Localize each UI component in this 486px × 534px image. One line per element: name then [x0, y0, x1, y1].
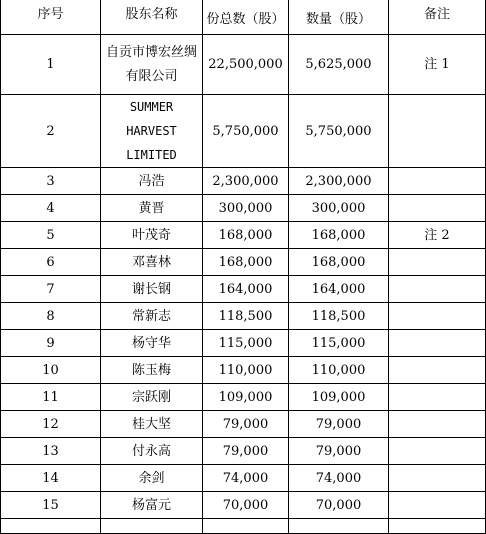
- header-shares: 份总数（股）: [203, 0, 289, 35]
- table-row: [1, 195, 486, 222]
- cell-shares: 79,000: [203, 438, 289, 465]
- table-row: [1, 438, 486, 465]
- cell-shares: 168,000: [203, 222, 289, 249]
- cell-note: [389, 492, 486, 519]
- table-row: [1, 222, 486, 249]
- cell-name: 杨守华: [101, 330, 203, 357]
- cell-name: 叶茂奇: [101, 222, 203, 249]
- cell-name: 付永高: [101, 438, 203, 465]
- cell-no: 7: [1, 276, 101, 303]
- cell-note: [389, 276, 486, 303]
- cell-qty: 110,000: [289, 357, 389, 384]
- table-row: [1, 95, 486, 168]
- cell-note: [389, 168, 486, 195]
- cell-no: 13: [1, 438, 101, 465]
- table-row: [1, 411, 486, 438]
- header-no: 序号: [1, 0, 101, 35]
- cell-note: [389, 357, 486, 384]
- cell-qty: 168,000: [289, 249, 389, 276]
- table-row: [1, 168, 486, 195]
- cell-name: 谢长钢: [101, 276, 203, 303]
- cell-shares: 2,300,000: [203, 168, 289, 195]
- cell-note: [389, 465, 486, 492]
- cell-shares: 168,000: [203, 249, 289, 276]
- cell-no: 6: [1, 249, 101, 276]
- cell-note: [389, 195, 486, 222]
- cell-qty: 70,000: [289, 492, 389, 519]
- table-row: [1, 492, 486, 519]
- cell-shares: 109,000: [203, 384, 289, 411]
- cell-name: 自贡市博宏丝绸有限公司: [101, 35, 203, 95]
- cell-shares: 70,000: [203, 492, 289, 519]
- cell-shares: 74,000: [203, 465, 289, 492]
- cell-shares: 5,750,000: [203, 95, 289, 168]
- cell-no: 12: [1, 411, 101, 438]
- cell-no: 4: [1, 195, 101, 222]
- cell-no: 11: [1, 384, 101, 411]
- cell-note: [389, 411, 486, 438]
- cell-shares: 110,000: [203, 357, 289, 384]
- header-qty: 数量（股）: [289, 0, 389, 35]
- table-header-row: [1, 0, 486, 35]
- cell-qty: 115,000: [289, 330, 389, 357]
- cell-name: 邓喜林: [101, 249, 203, 276]
- table-row: [1, 35, 486, 95]
- cell-shares: 79,000: [203, 411, 289, 438]
- cell-name: 余剑: [101, 465, 203, 492]
- cell-no: 14: [1, 465, 101, 492]
- cell-note: [389, 95, 486, 168]
- cell-qty: 74,000: [289, 465, 389, 492]
- cell-name: 桂大坚: [101, 411, 203, 438]
- cell-qty: 5,625,000: [289, 35, 389, 95]
- cell-qty: 118,500: [289, 303, 389, 330]
- cell-no: 8: [1, 303, 101, 330]
- cell-no: 3: [1, 168, 101, 195]
- cell-shares: 115,000: [203, 330, 289, 357]
- cell-no: 1: [1, 35, 101, 95]
- cell-note: 注 2: [389, 222, 486, 249]
- cell-shares: 118,500: [203, 303, 289, 330]
- cell-name: 宗跃刚: [101, 384, 203, 411]
- cell-qty: 2,300,000: [289, 168, 389, 195]
- table-row-partial: [1, 519, 486, 534]
- header-name: 股东名称: [101, 0, 203, 35]
- header-note: 备注: [389, 0, 486, 35]
- cell-qty: 5,750,000: [289, 95, 389, 168]
- cell-no: 10: [1, 357, 101, 384]
- cell-qty: 300,000: [289, 195, 389, 222]
- cell-name: 陈玉梅: [101, 357, 203, 384]
- cell-name: 黄晋: [101, 195, 203, 222]
- cell-name: 杨富元: [101, 492, 203, 519]
- cell-shares: 300,000: [203, 195, 289, 222]
- cell-no: 5: [1, 222, 101, 249]
- cell-note: [389, 249, 486, 276]
- cell-no: 9: [1, 330, 101, 357]
- cell-qty: 79,000: [289, 411, 389, 438]
- cell-note: [389, 384, 486, 411]
- table-row: [1, 357, 486, 384]
- table-row: [1, 330, 486, 357]
- cell-name: 常新志: [101, 303, 203, 330]
- cell-no: 15: [1, 492, 101, 519]
- cell-qty: 168,000: [289, 222, 389, 249]
- cell-name: 冯浩: [101, 168, 203, 195]
- cell-note: [389, 438, 486, 465]
- cell-qty: 164,000: [289, 276, 389, 303]
- cell-name: SUMMER HARVEST LIMITED: [101, 95, 203, 168]
- cell-qty: 109,000: [289, 384, 389, 411]
- cell-shares: 164,000: [203, 276, 289, 303]
- table-row: [1, 465, 486, 492]
- table-row: [1, 384, 486, 411]
- cell-note: [389, 330, 486, 357]
- cell-no: 2: [1, 95, 101, 168]
- cell-note: [389, 303, 486, 330]
- table-row: [1, 303, 486, 330]
- cell-qty: 79,000: [289, 438, 389, 465]
- table-row: [1, 249, 486, 276]
- table-row: [1, 276, 486, 303]
- cell-shares: 22,500,000: [203, 35, 289, 95]
- cell-note: 注 1: [389, 35, 486, 95]
